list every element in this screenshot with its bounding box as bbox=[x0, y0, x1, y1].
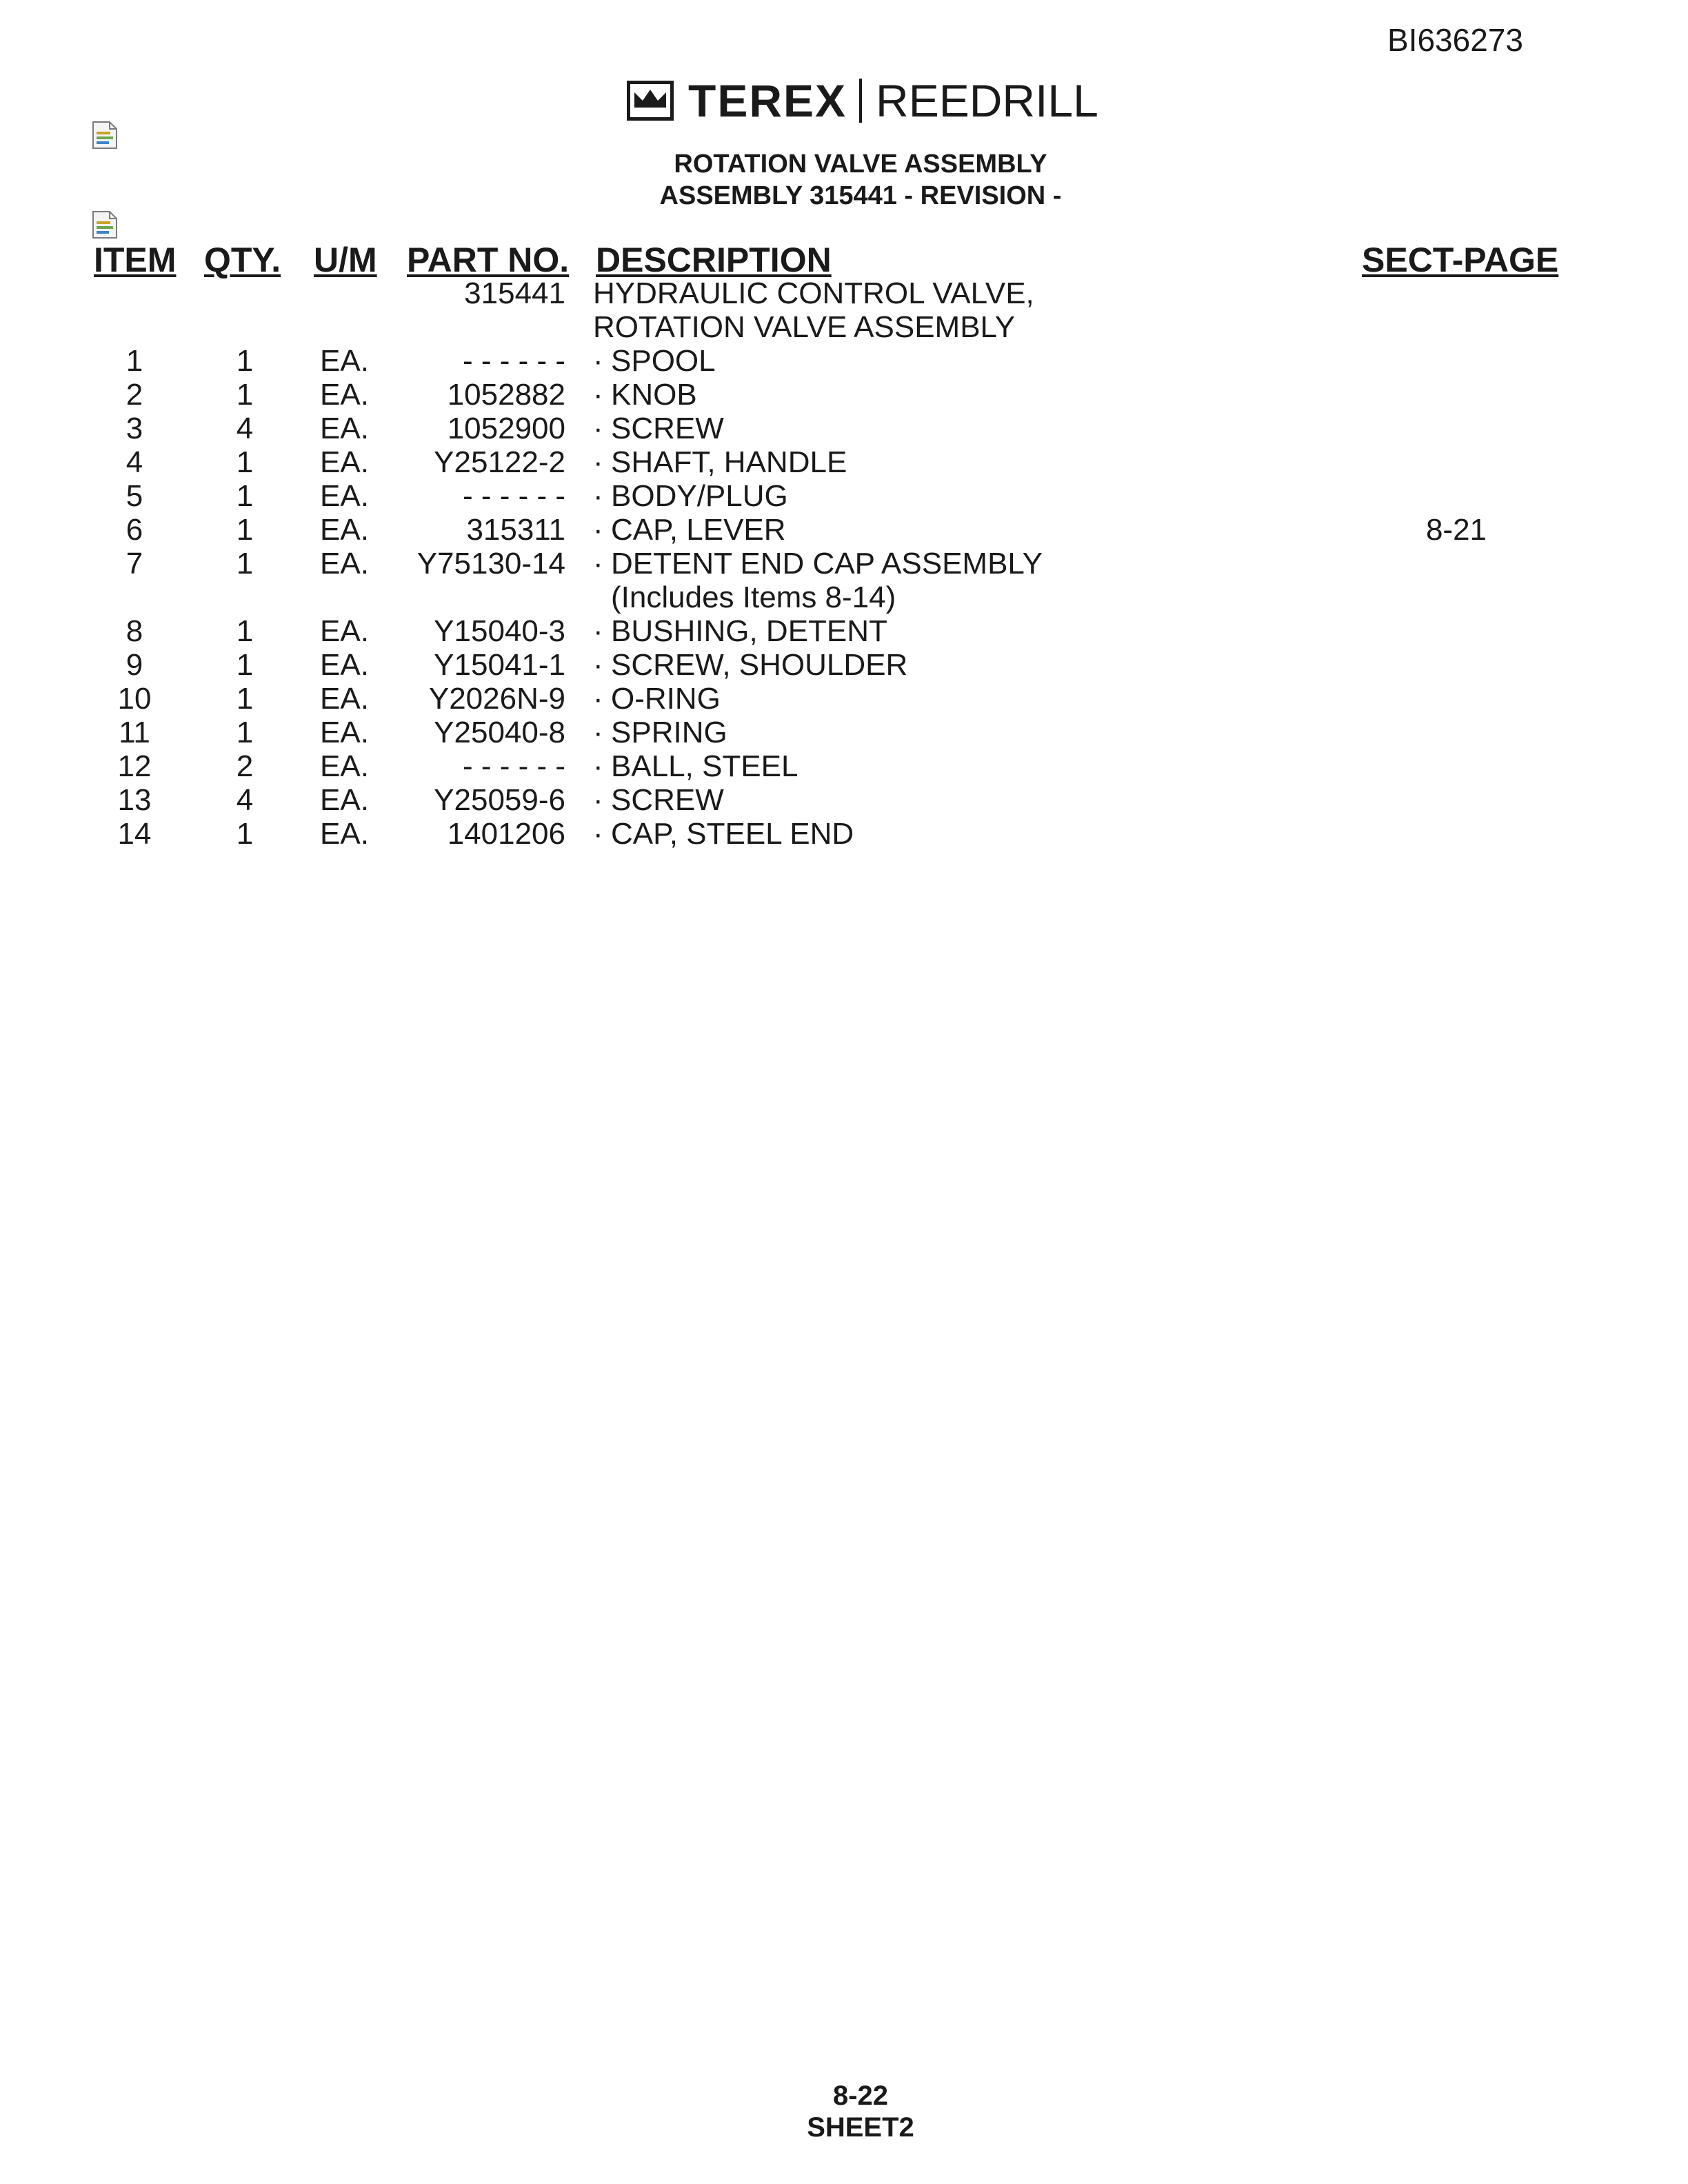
bullet-marker: · bbox=[593, 412, 603, 445]
part-number: 1052882 bbox=[447, 378, 565, 412]
unit-of-measure: EA. bbox=[320, 547, 369, 580]
description bbox=[593, 276, 1034, 310]
description bbox=[593, 378, 697, 412]
document-link-icon[interactable] bbox=[92, 210, 118, 239]
column-header-sect-page: SECT-PAGE bbox=[1362, 241, 1559, 279]
quantity: 1 bbox=[236, 547, 254, 580]
column-header-description: DESCRIPTION bbox=[596, 241, 832, 279]
description bbox=[593, 445, 847, 479]
unit-of-measure: EA. bbox=[320, 682, 369, 716]
bullet-marker: · bbox=[593, 445, 603, 479]
unit-of-measure: EA. bbox=[320, 648, 369, 682]
bullet-marker: · bbox=[593, 547, 603, 580]
unit-of-measure: EA. bbox=[320, 479, 369, 513]
bullet-marker: · bbox=[593, 344, 603, 378]
part-number: - - - - - - bbox=[462, 344, 565, 378]
unit-of-measure: EA. bbox=[320, 412, 369, 445]
part-number: 1052900 bbox=[447, 412, 565, 445]
table-row bbox=[0, 817, 1688, 851]
bullet-marker: · bbox=[593, 648, 603, 682]
description-text: SCREW bbox=[611, 783, 724, 817]
brand-divider bbox=[859, 79, 862, 123]
table-row bbox=[0, 648, 1688, 682]
unit-of-measure: EA. bbox=[320, 344, 369, 378]
description bbox=[593, 580, 896, 614]
bullet-marker: · bbox=[593, 783, 603, 817]
document-link-icon[interactable] bbox=[92, 121, 118, 150]
unit-of-measure: EA. bbox=[320, 378, 369, 412]
description-text: (Includes Items 8-14) bbox=[611, 580, 896, 614]
item-number: 13 bbox=[117, 783, 152, 817]
brand-name: TEREX bbox=[688, 75, 847, 126]
brand-product: REEDRILL bbox=[876, 75, 1098, 126]
part-number: Y25059-6 bbox=[434, 783, 565, 817]
item-number: 10 bbox=[117, 682, 152, 716]
bullet-marker: · bbox=[593, 378, 603, 412]
table-row bbox=[0, 682, 1688, 716]
quantity: 1 bbox=[236, 716, 254, 749]
part-number: Y75130-14 bbox=[416, 547, 565, 580]
bullet-marker: · bbox=[593, 513, 603, 547]
description bbox=[593, 547, 1043, 580]
table-row bbox=[0, 749, 1688, 783]
part-number: 315311 bbox=[466, 513, 565, 547]
table-row bbox=[0, 783, 1688, 817]
description bbox=[593, 479, 788, 513]
description bbox=[593, 749, 798, 783]
unit-of-measure: EA. bbox=[320, 716, 369, 749]
table-row bbox=[0, 479, 1688, 513]
quantity: 4 bbox=[236, 412, 254, 445]
item-number: 3 bbox=[125, 412, 143, 445]
description-text: DETENT END CAP ASSEMBLY bbox=[611, 547, 1043, 580]
description bbox=[593, 412, 724, 445]
table-row bbox=[0, 513, 1688, 547]
description-text: CAP, LEVER bbox=[611, 513, 786, 547]
description-text: O-RING bbox=[611, 682, 721, 716]
description bbox=[593, 310, 1015, 344]
part-number: - - - - - - bbox=[462, 749, 565, 783]
part-number: Y15041-1 bbox=[434, 648, 565, 682]
description-text: HYDRAULIC CONTROL VALVE, bbox=[593, 276, 1034, 310]
table-row bbox=[0, 378, 1688, 412]
document-number: BI636273 bbox=[1387, 22, 1523, 58]
table-row bbox=[0, 412, 1688, 445]
part-number: Y15040-3 bbox=[434, 614, 565, 648]
bullet-marker: · bbox=[593, 817, 603, 851]
unit-of-measure: EA. bbox=[320, 614, 369, 648]
description bbox=[593, 344, 716, 378]
description-text: BUSHING, DETENT bbox=[611, 614, 887, 648]
assembly-subtitle: ASSEMBLY 315441 - REVISION - bbox=[659, 181, 1062, 210]
unit-of-measure: EA. bbox=[320, 513, 369, 547]
item-number: 11 bbox=[119, 716, 150, 749]
part-number: 315441 bbox=[464, 276, 565, 310]
description bbox=[593, 783, 724, 817]
item-number: 7 bbox=[125, 547, 143, 580]
bullet-marker: · bbox=[593, 749, 603, 783]
part-number: Y25040-8 bbox=[434, 716, 565, 749]
quantity: 1 bbox=[236, 378, 254, 412]
quantity: 1 bbox=[236, 479, 254, 513]
quantity: 1 bbox=[236, 682, 254, 716]
description bbox=[593, 682, 721, 716]
table-row bbox=[0, 580, 1688, 614]
item-number: 14 bbox=[117, 817, 152, 851]
table-row bbox=[0, 310, 1688, 344]
description-text: BALL, STEEL bbox=[611, 749, 798, 783]
description-text: SCREW bbox=[611, 412, 724, 445]
page-title: ROTATION VALVE ASSEMBLY bbox=[674, 150, 1047, 179]
quantity: 1 bbox=[236, 445, 254, 479]
part-number: Y25122-2 bbox=[434, 445, 565, 479]
table-row bbox=[0, 344, 1688, 378]
unit-of-measure: EA. bbox=[320, 445, 369, 479]
item-number: 6 bbox=[125, 513, 143, 547]
description-text: SHAFT, HANDLE bbox=[611, 445, 847, 479]
description-text: CAP, STEEL END bbox=[611, 817, 854, 851]
part-number: - - - - - - bbox=[462, 479, 565, 513]
bullet-marker: · bbox=[593, 682, 603, 716]
bullet-marker: · bbox=[593, 716, 603, 749]
description-text: SPRING bbox=[611, 716, 727, 749]
quantity: 1 bbox=[236, 648, 254, 682]
brand-logo bbox=[626, 74, 1098, 127]
description-text: KNOB bbox=[611, 378, 697, 412]
table-row bbox=[0, 547, 1688, 580]
description-text: SPOOL bbox=[611, 344, 716, 378]
description bbox=[593, 513, 786, 547]
table-row bbox=[0, 445, 1688, 479]
item-number: 1 bbox=[125, 344, 143, 378]
sect-page-reference: 8-21 bbox=[1425, 513, 1487, 547]
column-header-item: ITEM bbox=[94, 241, 177, 279]
item-number: 4 bbox=[125, 445, 143, 479]
description bbox=[593, 817, 854, 851]
page-number: 8-22 bbox=[832, 2081, 889, 2111]
quantity: 1 bbox=[236, 817, 254, 851]
unit-of-measure: EA. bbox=[320, 749, 369, 783]
part-number: Y2026N-9 bbox=[428, 682, 565, 716]
quantity: 4 bbox=[236, 783, 254, 817]
unit-of-measure: EA. bbox=[320, 783, 369, 817]
column-header-qty: QTY. bbox=[204, 241, 281, 279]
bullet-marker: · bbox=[593, 479, 603, 513]
quantity: 1 bbox=[236, 513, 254, 547]
item-number: 5 bbox=[125, 479, 143, 513]
item-number: 12 bbox=[117, 749, 152, 783]
description bbox=[593, 648, 907, 682]
item-number: 2 bbox=[125, 378, 143, 412]
column-header-um: U/M bbox=[314, 241, 377, 279]
sheet-label: SHEET2 bbox=[807, 2112, 914, 2143]
description bbox=[593, 614, 887, 648]
quantity: 2 bbox=[236, 749, 254, 783]
quantity: 1 bbox=[236, 344, 254, 378]
unit-of-measure: EA. bbox=[320, 817, 369, 851]
bullet-marker: · bbox=[593, 614, 603, 648]
column-header-part-no: PART NO. bbox=[407, 241, 570, 279]
table-row bbox=[0, 276, 1688, 310]
description-text: SCREW, SHOULDER bbox=[611, 648, 908, 682]
table-row bbox=[0, 716, 1688, 749]
description-text: BODY/PLUG bbox=[611, 479, 788, 513]
part-number: 1401206 bbox=[447, 817, 565, 851]
terex-crown-logo-icon bbox=[626, 80, 674, 121]
item-number: 8 bbox=[125, 614, 143, 648]
description bbox=[593, 716, 727, 749]
description-text: ROTATION VALVE ASSEMBLY bbox=[593, 310, 1016, 344]
table-row bbox=[0, 614, 1688, 648]
item-number: 9 bbox=[125, 648, 143, 682]
quantity: 1 bbox=[236, 614, 254, 648]
